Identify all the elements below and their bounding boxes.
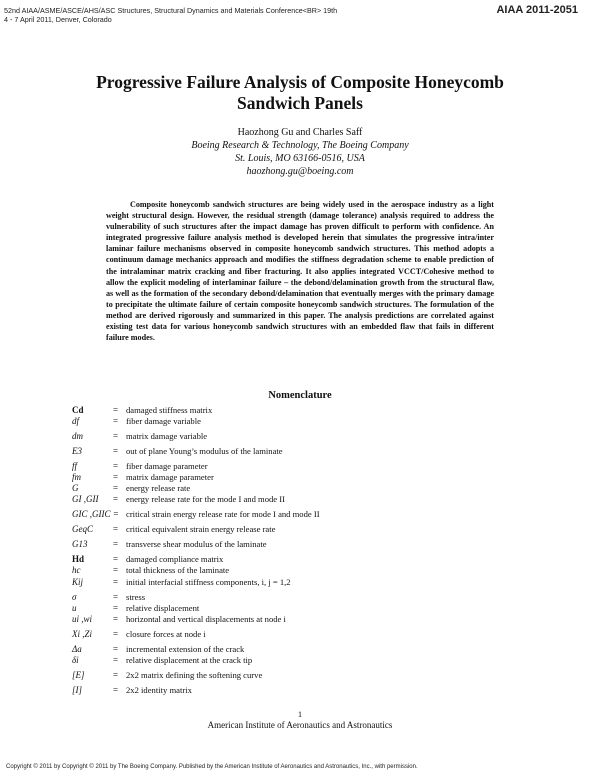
definition: fiber damage parameter	[126, 461, 208, 472]
equals-sign: =	[113, 669, 119, 680]
symbol: E3	[72, 446, 82, 457]
footer-organization: American Institute of Aeronautics and Astronautics	[207, 720, 393, 730]
equals-sign: =	[113, 472, 119, 483]
definition: transverse shear modulus of the laminate	[126, 539, 267, 550]
equals-sign: =	[113, 591, 119, 602]
equals-sign: =	[113, 461, 119, 472]
definition: closure forces at node i	[126, 628, 206, 639]
paper-number: AIAA 2011-2051	[496, 4, 578, 16]
definition: energy release rate	[126, 483, 191, 494]
equals-sign: =	[113, 524, 119, 535]
symbol: dm	[72, 431, 83, 442]
definition: matrix damage variable	[126, 431, 208, 442]
nomenclature-row	[72, 461, 542, 472]
nomenclature-row	[72, 539, 542, 554]
definition: horizontal and vertical displacements at node i	[126, 613, 286, 624]
nomenclature-row	[72, 644, 542, 655]
nomenclature-row	[72, 494, 542, 509]
nomenclature-row	[72, 603, 542, 614]
nomenclature-row	[72, 472, 542, 483]
page-number: 1	[297, 709, 303, 719]
definition: fiber damage variable	[126, 416, 201, 427]
nomenclature-row	[72, 670, 542, 685]
equals-sign: =	[113, 613, 119, 624]
definition: damaged stiffness matrix	[126, 405, 213, 415]
conference-line-2: 4 - 7 April 2011, Denver, Colorado	[4, 15, 112, 24]
nomenclature-heading: Nomenclature	[268, 390, 332, 401]
definition: incremental extension of the crack	[126, 643, 245, 654]
symbol: σ	[72, 591, 77, 602]
definition: 2x2 identity matrix	[126, 684, 192, 695]
equals-sign: =	[113, 565, 119, 576]
symbol: ff	[72, 461, 78, 472]
definition: relative displacement at the crack tip	[126, 654, 253, 665]
definition: energy release rate for the mode I and mode II	[126, 494, 285, 505]
symbol: GI ,GII	[72, 494, 99, 505]
equals-sign: =	[113, 539, 119, 550]
nomenclature-row	[72, 614, 542, 629]
definition: out of plane Young’s modulus of the laminate	[126, 446, 283, 457]
symbol: Cd	[72, 405, 84, 415]
copyright-notice: Copyright © 2011 by Copyright © 2011 by The Boeing Company. Published by the American Institute of Aeronautics and Astronautics, Inc., with permission.	[6, 764, 418, 770]
conference-header	[4, 6, 434, 24]
symbol: Δa	[72, 643, 82, 654]
abstract: Composite honeycomb sandwich structures are being widely used in the aerospace industry as a light weight structural design. However, the residual strength (damage tolerance) analysis required to address the vulnerability of such structures after the impact damage has proven difficult to perform with confidence. An integrated progressive failure analysis method is developed herein that simulates the progressive intra/inter laminar failure mechanisms observed in composite honeycomb sandwich structures. This method adopts a continuum damage mechanics approach and modifies the stiffness degradation scheme to enable prediction of the intralaminar matrix cracking and fiber fracturing. It also applies integrated VCCT/Cohesive method to allow the explicit modeling of interlaminar failure – the debond/delamination growth from the structural flaw, as well as the formation of the secondary debond/delamination that eventually merges with the primary damage to precipitate the ultimate failure of certain composite honeycomb sandwich structures. The formulation of the method are derived rigorously and summarized in this paper. The analysis predictions are correlated against existing test data for various honeycomb sandwich structures with an embedded flaw that fails in different failure modes.	[106, 200, 494, 343]
symbol: GIC ,GIIC =	[72, 509, 119, 520]
nomenclature-row	[72, 565, 542, 576]
nomenclature-row	[72, 509, 542, 524]
nomenclature-row	[72, 483, 542, 494]
equals-sign: =	[113, 494, 119, 505]
nomenclature-list	[72, 405, 542, 700]
symbol: Hd	[72, 554, 85, 565]
symbol: fm	[72, 472, 81, 483]
symbol: [I]	[72, 684, 83, 695]
nomenclature-row	[72, 431, 542, 446]
symbol: GeqC	[72, 524, 93, 535]
conference-line-1: 52nd AIAA/ASME/ASCE/AHS/ASC Structures, Structural Dynamics and Materials Conference<BR> 19th	[4, 6, 338, 15]
symbol: Kij	[72, 576, 84, 587]
affiliation-org: Boeing Research & Technology, The Boeing Company	[191, 140, 409, 151]
definition: 2x2 matrix defining the softening curve	[126, 669, 263, 680]
symbol: u	[72, 602, 77, 613]
nomenclature-row	[72, 685, 542, 700]
definition: critical equivalent strain energy release rate	[126, 524, 276, 535]
symbol: G13	[72, 539, 88, 550]
nomenclature-row	[72, 554, 542, 565]
nomenclature-row	[72, 446, 542, 461]
equals-sign: =	[113, 628, 119, 639]
affiliation-city: St. Louis, MO 63166-0516, USA	[235, 153, 365, 164]
equals-sign: =	[113, 643, 119, 654]
nomenclature-row	[72, 592, 542, 603]
symbol: ui ,wi	[72, 613, 93, 624]
definition: total thickness of the laminate	[126, 565, 230, 576]
equals-sign: =	[113, 483, 119, 494]
nomenclature-row	[72, 577, 542, 592]
equals-sign: =	[113, 684, 119, 695]
equals-sign: =	[113, 654, 119, 665]
symbol: hc	[72, 565, 81, 576]
affiliation	[0, 139, 600, 178]
author-email[interactable]: haozhong.gu@boeing.com	[246, 166, 354, 177]
symbol: δi	[72, 654, 79, 665]
equals-sign: =	[113, 554, 119, 565]
equals-sign: =	[113, 576, 119, 587]
symbol: [E]	[72, 669, 85, 680]
equals-sign: =	[113, 446, 119, 457]
definition: matrix damage parameter	[126, 472, 214, 483]
equals-sign: =	[113, 431, 119, 442]
nomenclature-row	[72, 405, 542, 416]
symbol: G	[72, 483, 79, 494]
definition: initial interfacial stiffness components, i, j = 1,2	[126, 576, 291, 587]
authors: Haozhong Gu and Charles Saff	[237, 127, 363, 138]
symbol: df	[72, 416, 80, 427]
symbol: Xi ,Zi	[72, 628, 93, 639]
nomenclature-row	[72, 524, 542, 539]
nomenclature-row	[72, 629, 542, 644]
definition: relative displacement	[126, 602, 200, 613]
nomenclature-row	[72, 416, 542, 431]
definition: stress	[126, 591, 146, 602]
equals-sign: =	[113, 602, 119, 613]
definition: damaged compliance matrix	[126, 554, 224, 565]
equals-sign: =	[113, 405, 119, 415]
definition: critical strain energy release rate for mode I and mode II	[126, 509, 320, 520]
equals-sign: =	[113, 416, 119, 427]
paper-title: Progressive Failure Analysis of Composite Honeycomb Sandwich Panels	[96, 72, 504, 113]
nomenclature-row	[72, 655, 542, 670]
